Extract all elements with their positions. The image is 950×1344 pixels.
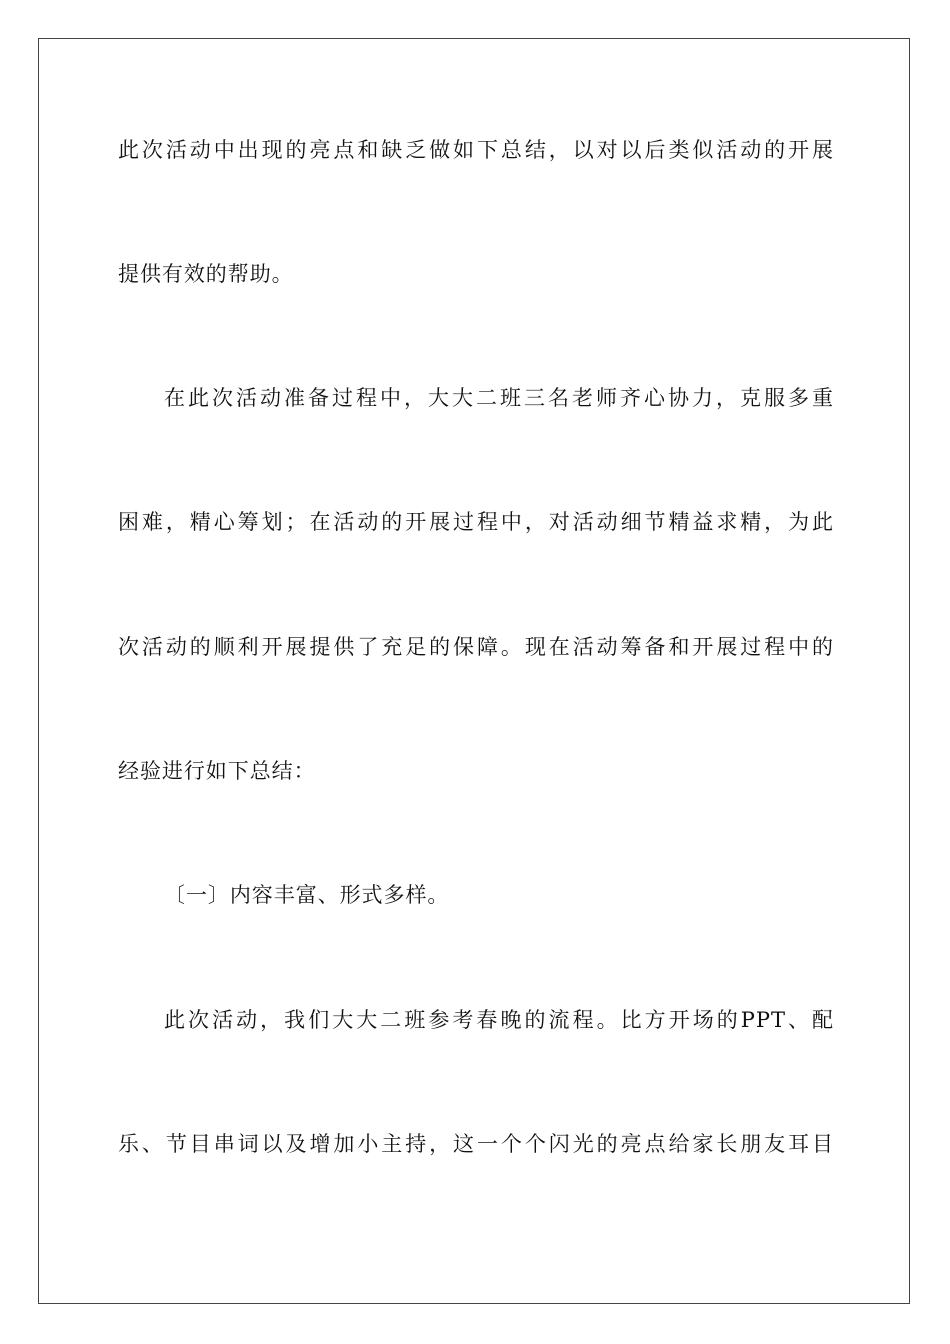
text-line-1: 此次活动中出现的亮点和缺乏做如下总结，以对以后类似活动的开展	[118, 138, 834, 162]
text-line-9: 乐、节目串词以及增加小主持，这一个个闪光的亮点给家长朋友耳目	[118, 1132, 834, 1156]
text-line-3: 在此次活动准备过程中，大大二班三名老师齐心协力，克服多重	[164, 386, 834, 410]
text-line-6: 经验进行如下总结：	[118, 759, 316, 783]
text-line-8: 此次活动，我们大大二班参考春晚的流程。比方开场的PPT、配	[164, 1008, 834, 1032]
text-line-4: 困难，精心筹划；在活动的开展过程中，对活动细节精益求精，为此	[118, 510, 834, 534]
page-border	[38, 38, 910, 1304]
section-heading: 〔一〕内容丰富、形式多样。	[164, 883, 450, 907]
text-line-5: 次活动的顺利开展提供了充足的保障。现在活动筹备和开展过程中的	[118, 635, 834, 659]
text-line-2: 提供有效的帮助。	[118, 262, 294, 286]
